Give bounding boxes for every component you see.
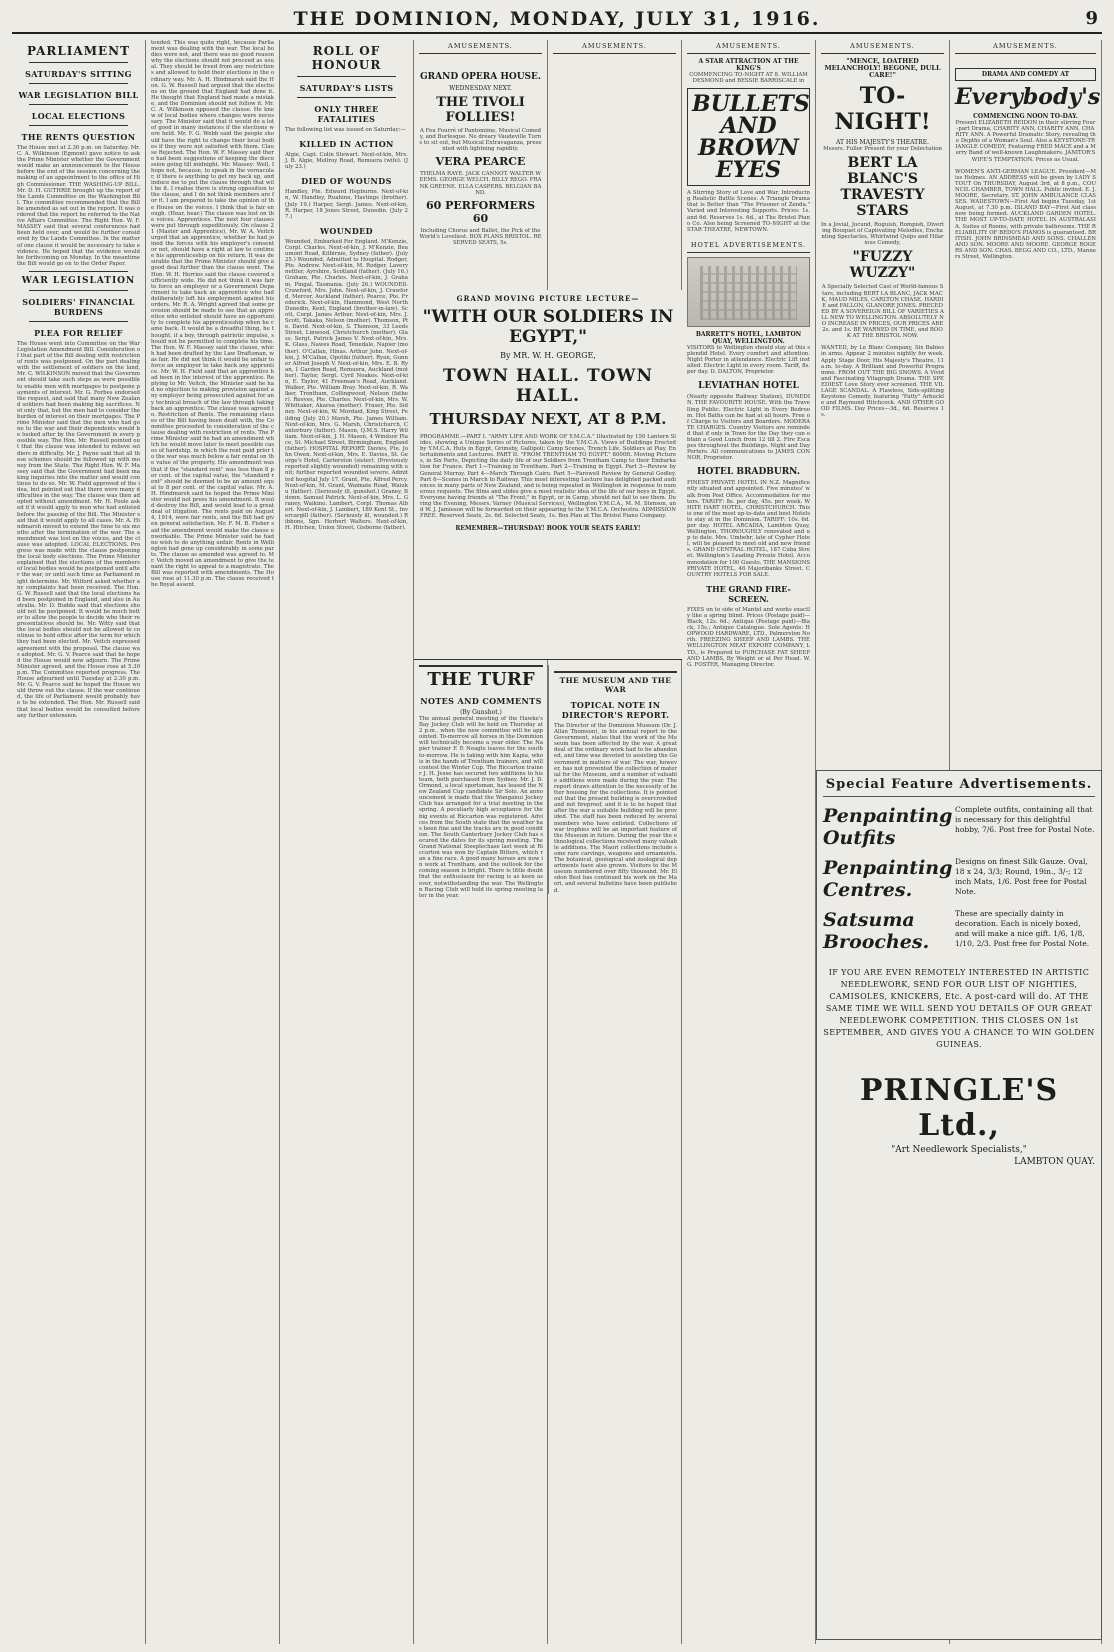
special-row bbox=[823, 857, 1095, 901]
roll-heading: ROLL OF HONOUR bbox=[311, 44, 382, 72]
special-row-desc: Designs on finest Silk Gauze. Oval, 18 x 24, 3/3; Round, 19in., 3/-; 12 inch Mats, 1/6. Post free for Postal Note. bbox=[955, 857, 1088, 896]
museum-column bbox=[548, 665, 682, 894]
lecture-when: THURSDAY NEXT, AT 8 P.M. bbox=[429, 410, 667, 428]
fire-screen: THE GRAND FIRE-SCREEN. bbox=[706, 583, 791, 604]
opera-show: THE TIVOLI FOLLIES! bbox=[436, 95, 525, 125]
his-majesty-tonight: TO-NIGHT! bbox=[834, 83, 931, 135]
roll-sub-killed: KILLED IN ACTION bbox=[299, 139, 394, 150]
parliament-sub-war-bill: WAR LEGISLATION BILL bbox=[18, 90, 139, 100]
page-number: 9 bbox=[1085, 8, 1098, 29]
everybodys-sub: COMMENCING NOON TO-DAY. bbox=[973, 113, 1078, 120]
bert-la-blanc: BERT LA BLANC'S TRAVESTY STARS bbox=[840, 155, 925, 220]
parliament-body-2: The House went into Committee on the War Legislation Amendment Bill. Consideration of that part of the Bill dealing with restriction of rents was postponed. On the part dealing with the settlement of soldiers on the land, Mr. C. WILKINSON moved that the Government should take such steps as were possible to enable men with mortgages to postpone payments of interest. Mr. G. Forbes endorsed the request, and said that many New Zealand soldiers had been making big sacrifices. Not only that, but the men had to consider the burden of interest on their mortgages. The Prime Minister said that the men who had gone to the war and their dependents would be looked after by the Government in every possible way. The Hon. Mr. Russell pointed out that the clause was intended to relieve soldiers in difficulty. Mr. J. Payne said that all these schemes should be followed up with money from the State. The Right Hon. W. F. Massey said that the Government had been making inquiries into the matter and would continue to do so. Mr. W. Field approved of the idea, but pointed out that there were many difficulties in the way. The clause was then adopted without amendment. Mr. H. Poole asked if it would apply to men who had enlisted before the passing of the Bill. The Minister said that it would apply to all cases. Mr. A. Hindmarsh moved to extend the time to six months after the termination of the war. The amendment was lost on the voices, and the clause was adopted. LOCAL ELECTIONS. Progress was made with the clause postponing the local body elections. The Prime Minister explained that the elections of the members of local bodies would be postponed until after the war, or until such time as Parliament might determine. Mr. Wilford asked whether any complaints had been received. The Hon. G. W. Russell said that the local elections had been postponed in England, and also in Australia. Mr. D. Buddo said that elections should not be postponed. It would be much better to allow the people to decide who their representatives should be. Mr. Witty said that the local bodies should not be allowed to continue to hold office after the term for which they had been elected. Mr. Veitch expressed agreement with the proposal. The clause was adopted. Mr. G. V. Pearce said that he hoped the House would now adjourn. The Prime Minister agreed, and the House rose at 5.30 p.m. The Committee reported progress. The House adjourned until Tuesday at 2.30 p.m. Mr. G. V. Pearce said he hoped the House would throw out the clause. If the war continued, the life of Parliament would probably have to be extended. The Hon. Mr. Russell said that local bodies would be consulted before any further extension. bbox=[17, 340, 140, 719]
bullets-brown-eyes-ad bbox=[687, 88, 810, 186]
special-row-desc: Complete outfits, containing all that is necessary for this delightful hobby, 7/6. Post free for Postal Note. bbox=[955, 805, 1095, 834]
lecture-title: "WITH OUR SOLDIERS IN EGYPT," bbox=[422, 307, 674, 347]
parliament-sub-soldiers-burdens: SOLDIERS' FINANCIAL BURDENS bbox=[22, 296, 135, 317]
roll-sub-lists: SATURDAY'S LISTS bbox=[299, 83, 394, 93]
parliament-sub-rents: THE RENTS QUESTION bbox=[21, 132, 136, 142]
lecture-by: By MR. W. H. GEORGE, bbox=[500, 351, 596, 360]
special-row-desc: These are specially dainty in decoration. Each is nicely boxed, and will make a nice gift. 1/6, 1/8, 1/10, 2/3. Post free for Postal Note. bbox=[955, 909, 1090, 948]
masthead-title: THE DOMINION, MONDAY, JULY 31, 1916. bbox=[293, 8, 821, 30]
bradburn-hotel: HOTEL BRADBURN. bbox=[697, 467, 800, 478]
turf-column bbox=[414, 665, 548, 899]
lecture-where: TOWN HALL. TOWN HALL. bbox=[442, 366, 654, 406]
turf-sub: NOTES AND COMMENTS bbox=[420, 696, 542, 706]
parliament-sub-war-legislation: WAR LEGISLATION bbox=[21, 275, 136, 286]
roll-sub-wounded: WOUNDED bbox=[319, 225, 373, 236]
roll-sub-fatalities: ONLY THREE FATALITIES bbox=[314, 104, 379, 124]
roll-wounded-list: Wounded, Embarked For England. M'Kenzie, Corpl. Charles. Next-of-kin, J. M'Kenzie, Beaumont Road, Kilbirnie, Sydney (father). (July 25.) Wounded, Admitted to Hospital. Rodger, Pte. Andrew. Next-of-kin, M. Rodger, Laverynettler, Ayrshire, Scotland (father). (July 16.) Graham, Pte. Charles. Next-of-kin, J. Graham, Pingal, Tasmania. (July 26.) WOUNDED. Crawford, Mrs. John. Next-of-kin, J. Crawford, Mercer, Auckland (father). Pearce, Pte. Frederick. Next-of-kin, Hammond, West North Dunedin, Kent, England (brother-in-law). Scott, Corpl. James Arthur. Next-of-kin, Mrs. J. Scott, Takaka, Nelson (mother). Thomson, Pte. David. Next-of-kin, S. Thomson, 33 Leeds Street, Linwood, Christchurch (mother). Glass, Sergt. Patrick James V. Next-of-kin, Mrs. K. Glass, Nawes Road, Tenedale, Napier (mother). O'Callan, Hinas. Arthur John. Next-of-kin, J. M'Callan, Opotiki (father). Ryan, Gunner Alfred Joseph V. Next-of-kin, Mrs. E. B. Ryan, 1 Garden Road, Remuera, Auckland (mother). Taylor, Sergt. Cyril Noakes. Next-of-kin, E. Taylor, 41 Freeman's Road, Auckland. Walker, Pte. William Bray. Next-of-kin, R. Walker, Trentham, Collingwood, Nelson (father). Reeves, Pte. Charles. Next-of-kin, Mrs. W. Whittaker, Akaroa (mother). Fraser, Pte. Sidney. Next-of-kin, W. Mordaid, King Street, Feilding (July 20.) Marsh, Pte. James William. Next-of-kin, Mrs. G. Marsh, Christchurch, Canterbury (father). Mason, Q.M.S. Harry William. Next-of-kin, J. H. Mason, 4 Windsor Place, St. Michael Street, Birmingham, England (father). HOSPITAL REPORT. Davies, Pte. John Owen. Next-of-kin, Mrs. E. Davies, St. George's Hotel, Carterston (sister). (Previously reported slightly wounded) remaining with unit; further reported wounded severe. Admitted hospital July 17. Grant, Pte. Alfred Percy. Next-of-kin, M. Grant, Waimate Road, Waiuku (father). (Seriously ill, gunshot.) Graney, Bdsmn. Samuel Patrick. Next-of-kin, Mrs. L. Graney, Waikino. Lambert, Corpl. Thomas Albert. Next-of-kin, J. Lambert, 189 Kent St., Invercargill (father). (Seriously ill, wounded.) Ribbons, Sgn. Herbert Walters. Next-of-kin, H. Hitchen, Union Street, Gisborne (father). bbox=[285, 238, 409, 532]
special-row bbox=[823, 909, 1095, 953]
kings-star-attraction: A STAR ATTRACTION AT THE KING'S bbox=[698, 58, 799, 72]
parliament-sub-plea: PLEA FOR RELIEF bbox=[34, 327, 123, 338]
lecture-line1: GRAND MOVING PICTURE LECTURE— bbox=[456, 294, 640, 303]
turf-heading: THE TURF bbox=[419, 665, 543, 690]
amusements-label-1: AMUSEMENTS. bbox=[419, 40, 542, 54]
special-feature-advertisements bbox=[816, 770, 1102, 1640]
lecture-footer: REMEMBER—THURSDAY! BOOK YOUR SEATS EARLY! bbox=[455, 525, 641, 533]
needlework-invite: IF YOU ARE EVEN REMOTELY INTERESTED IN ARTISTIC NEEDLEWORK, SEND FOR OUR LIST OF NIGHTIES, CAMISOLES, KNICKERS, Etc. A post-card will do. AT THE SAME TIME WE WILL SEND YOU DETAILS OF OUR GREAT NEEDLEWORK COMPETITION. THIS CLOSES ON 1st SEPTEMBER, AND GIVES YOU A CHANCE TO WIN GOLDEN GUINEAS. bbox=[823, 968, 1095, 1049]
column-parliament bbox=[12, 40, 146, 1644]
special-row-label: Satsuma Brooches. bbox=[823, 909, 930, 953]
amusements-label-3: AMUSEMENTS. bbox=[687, 40, 810, 54]
column-amusements-left: AMUSEMENTS. GRAND OPERA HOUSE. WEDNESDAY NEXT. THE TIVOLI FOLLIES! A Feu Fourré of Pantomime, Musical Comedy, and Burlesque. No dreary Vaudeville Turns to sit out, but Musical Extravaganza, presented with lightning rapidity. VERA PEARCE THELMA RAYE. JACK CANNOT. WALTER WEEMS. GEORGE WELCH. BILLY REGO. FRANK GREENE. ELLA CASPERS. BELGIAN BAND. 60 PERFORMERS 60 Including Chorus and Ballet, the Pick of the World's Loveliest. BOX PLANS BRISTOL. RESERVED SEATS, 5s. bbox=[414, 40, 548, 1644]
pringles-location: LAMBTON QUAY. bbox=[1014, 1157, 1095, 1167]
column-roll-of-honour: ROLL OF HONOUR SATURDAY'S LISTS ONLY THREE FATALITIES The following list was issued on Saturday:— KILLED IN ACTION Algie, Capt. Colin Stewart. Next-of-kin, Mrs. J. B. Algie, Mellroy Road, Remuera (wife). (July 23.) DIED OF WOUNDS Handley, Pte. Edward Hepburne. Next-of-kin, W. Handley, Ruahine, Hastings (brother). (July 19.) Harper, Sergt. James. Next-of-kin, R. Harper, 18 Jones Street, Dunedin. (July 27.) WOUNDED Wounded, Embarked For England. M'Kenzie, Corpl. Charles. Next-of-kin, J. M'Kenzie, Beaumont Road, Kilbirnie, Sydney (father). (July 25.) Wounded, Admitted to Hospital. Rodger, Pte. Andrew. Next-of-kin, M. Rodger, Laverynettler, Ayrshire, Scotland (father). (July 16.) Graham, Pte. Charles. Next-of-kin, J. Graham, Pingal, Tasmania. (July 26.) WOUNDED. Crawford, Mrs. John. Next-of-kin, J. Crawford, Mercer, Auckland (father). Pearce, Pte. Frederick. Next-of-kin, Hammond, West North Dunedin, Kent, England (brother-in-law). Scott, Corpl. James Arthur. Next-of-kin, Mrs. J. Scott, Takaka, Nelson (mother). Thomson, Pte. David. Next-of-kin, S. Thomson, 33 Leeds Street, Linwood, Christchurch (mother). Glass, Sergt. Patrick James V. Next-of-kin, Mrs. K. Glass, Nawes Road, Tenedale, Napier (mother). O'Callan, Hinas. Arthur John. Next-of-kin, J. M'Callan, Opotiki (father). Ryan, Gunner Alfred Joseph V. Next-of-kin, Mrs. E. B. Ryan, 1 Garden Road, Remuera, Auckland (mother). Taylor, Sergt. Cyril Noakes. Next-of-kin, E. Taylor, 41 Freeman's Road, Auckland. Walker, Pte. William Bray. Next-of-kin, R. Walker, Trentham, Collingwood, Nelson (father). Reeves, Pte. Charles. Next-of-kin, Mrs. W. Whittaker, Akaroa (mother). Fraser, Pte. Sidney. Next-of-kin, W. Mordaid, King Street, Feilding (July 20.) Marsh, Pte. James William. Next-of-kin, Mrs. G. Marsh, Christchurch, Canterbury (father). Mason, Q.M.S. Harry William. Next-of-kin, J. H. Mason, 4 Windsor Place, St. Michael Street, Birmingham, England (father). HOSPITAL REPORT. Davies, Pte. John Owen. Next-of-kin, Mrs. E. Davies, St. George's Hotel, Carterston (sister). (Previously reported slightly wounded) remaining with unit; further reported wounded severe. Admitted hospital July 17. Grant, Pte. Alfred Percy. Next-of-kin, M. Grant, Waimate Road, Waiuku (father). (Seriously ill, gunshot.) Graney, Bdsmn. Samuel Patrick. Next-of-kin, Mrs. L. Graney, Waikino. Lambert, Corpl. Thomas Albert. Next-of-kin, J. Lambert, 189 Kent St., Invercargill (father). (Seriously ill, wounded.) Ribbons, Sgn. Herbert Walters. Next-of-kin, H. Hitchen, Union Street, Gisborne (father). bbox=[280, 40, 414, 1644]
parliament-sub-local-elections: LOCAL ELECTIONS bbox=[31, 111, 126, 121]
special-title: Special Feature Advertisements. bbox=[823, 777, 1095, 797]
roll-sub-died: DIED OF WOUNDS bbox=[301, 176, 392, 187]
parliament-sub-saturday: SATURDAY'S SITTING bbox=[25, 69, 132, 79]
museum-sub: TOPICAL NOTE IN DIRECTOR'S REPORT. bbox=[561, 700, 670, 720]
opera-performers: 60 PERFORMERS 60 bbox=[425, 198, 536, 225]
opera-star: VERA PEARCE bbox=[435, 155, 526, 169]
amusements-label-4: AMUSEMENTS. bbox=[821, 40, 944, 54]
fuzzy-wuzzy: "FUZZY WUZZY" bbox=[849, 249, 916, 282]
column-everybodys: AMUSEMENTS. DRAMA AND COMEDY AT Everybody's COMMENCING NOON TO-DAY. Present ELIZABETH REIDON in their stirring Four-part Drama, CHARITY ANN, CHARITY ANN, CHARITY ANN. A Powerful Dramatic Story, revealing the Depths of a Woman's Soul. Also a KEYSTONE-TRIANGLE COMEDY, Featuring FRED MACE and a Merry Band of well-known Laughmakers. JANITOR'S WIFE'S TEMPTATION. Prices as Usual. WOMEN'S ANTI-GERMAN LEAGUE. President—Miss Holmes. AN ADDRESS will be given by LADY STOUT On THURSDAY, August 3rd, at 8 p.m., COUNCIL CHAMBER, TOWN HALL. Public invited. E. J. MOORE, Secretary. ST. JOHN AMBULANCE CLASSES. WADESTOWN—First Aid begins Tuesday, 1st August, at 7.30 p.m. ISLAND BAY—First Aid class now being formed. AUCKLAND GARDEN HOTEL. THE MOST UP-TO-DATE HOTEL IN AUSTRALASIA. Suites of Rooms, with private bathrooms. THE RELIABILITY OF BEDO'S PIANOS is guaranteed. BRITISH. JOHN BRINSMEAD AND SONS. CHALLEN AND SON. MOORE AND MOORE. GEORGE ROGERS AND SON. CHAS. BEGG AND CO., LTD., Manners Street, Wellington. bbox=[950, 40, 1102, 1644]
turf-body: The annual general meeting of the Hawke's Bay Jockey Club will be held on Thursday at 2 p.m., when the new committee will be appointed. To-morrow all horses in the Dominion will technically become a year older. The Napier trainer F. P. Neagle leaves for the south to-morrow. He is taking with him Kapia, who is in the hands of Trentham trainers, and will contest the Winter Cup. The Riccarton trainer J. H. Jesse has secured two additions to his team, both purchased from Sydney. Mr. J. D. Ormond, a local sportsman, has leased the New Zealand Cup candidate Sir Solo. An announcement is made that the Wanganui Jockey Club has arranged for a trial meeting in the spring. A peculiarly high acceptance for the big events at Riccarton was registered. Advices from the South state that the weather has been fine and the tracks are in good condition. The South Canterbury Jockey Club has secured the dates for its spring meeting. The Grand National Steeplechase last week at Riccarton was won by Captain Bitters, which ran a fine race. A good many horses are now in work at Trentham, and the outlook for the coming season is bright. There is little doubt that the enthusiasm for racing is as keen as ever, notwithstanding the war. The Wellington Racing Club will hold its spring meeting later in the year. bbox=[419, 716, 543, 899]
leviathan-hotel: LEVIATHAN HOTEL bbox=[698, 381, 799, 392]
pringles-specialists: "Art Needlework Specialists," bbox=[891, 1145, 1027, 1155]
parliament-heading: PARLIAMENT bbox=[26, 44, 131, 58]
turf-byline: (By Gunshot.) bbox=[460, 709, 502, 716]
hotel-illustration bbox=[687, 257, 810, 327]
pringles-ad bbox=[823, 1073, 1095, 1167]
roll-intro: The following list was issued on Saturday:— bbox=[285, 127, 406, 133]
hotel-ads-label: HOTEL ADVERTISEMENTS. bbox=[687, 239, 810, 253]
parliament-body-3: tended. This was quite right, because Parliament was dealing with the war. The local bodies were not, and there was no good reason why the elections should not proceed as usual. They should be freed from any restrictions and allowed to hold their elections in the ordinary way. Mr. A. H. Hindmarsh said the Hon. G. W. Russell had argued that the elections on the ground that England had done it. He thought that England had made a mistake, and the Dominion should not follow it. Mr. C. A. Wilkinson opposed the clause. He knew of local bodies where changes were necessary. The Minister said that it would do a lot of good in many instances if the elections were held. Mr. F. G. Webb said the people should have the right to change their local bodies if they were not satisfied with them. Clause Rejected. The Hon. W. F. Massey said there had been suggestions of keeping the discussion going till midnight. Mr. Massey: Well, I hope not, because, to speak in the vernacular, if there is anything to get my back up, and induce me to put the clause through that will be it. I realise there is strong opposition to the clause, and I do not think members are for it. I am prepared to take the opinion of the House on the voices. I think that is fair enough. (Hear, hear.) The clause was lost on the voices. Apprentices. The next four clauses were put through expeditiously. On clause 21 (Master and Apprentice), Mr. W. A. Veitch urged that an apprentice, whether he had joined the forces with his employer's consent or not, should have a right at law to continue his apprenticeship on his return. It was desirable that the Prime Minister should give a good deal further than the clause went. The Hon. W. H. Herries said the clause covered sufficiently wide. He did not think it was fair to force an employer or a Government Department to take back an apprentice who had deliberately left his employment against his orders. Mr. R. A. Wright agreed that some provision should be made to see that an apprentice who enlisted should have an opportunity to complete his apprenticeship when he came back. It would be a dreadful thing, he thought, if a boy, through patriotic impulse, should not be permitted to complete his time. The Hon. W. F. Massey said the clause, which had been drafted by the Law Draftsman, was fair. He did not think it would be unfair to force an employer to take back any apprentice. Mr. W. H. Field said that an apprentice had been in the interest of the apprentice. Replying to Mr. Veitch, the Minister said he had no objection to making provision against any employer being prosecuted against for any technical breach of the law through taking back an apprentice. The clause was agreed to. Restriction of Rents. The remaining clauses of the Bill having been dealt with, the Committee proceeded to consideration of the clause dealing with restriction of rents. The Prime Minister said he had an amendment which he would move later to meet possible cases of hardship, in which the rent paid prior to the war was much below a fair rental on the value of the property. His amendment was that if the "standard rent" was less than 8 per cent. of the capital value, the "standard rent" should be deemed to be an amount equal to 8 per cent. of the capital value. Mr. A. H. Hindmarsh said he hoped the Prime Minister would not press his amendment. It would destroy the Bill, and would lead to a great deal of litigation. The rents paid on August 4, 1914, were fair rents, and the Bill had given general satisfaction. Mr. F. M. B. Fisher said the amendment would make the clause unworkable. The Prime Minister said he had no wish to do anything unfair. Rents in Wellington had gone up considerably in some parts. The clause as amended was agreed to. Mr. Veitch moved an amendment to give the tenant the right to appeal to a magistrate. The Bill was reported with amendments. The House rose at 11.30 p.m. The clause received the Royal assent. bbox=[151, 40, 274, 589]
his-majesty-venue: AT HIS MAJESTY'S THEATRE. bbox=[836, 139, 929, 146]
museum-heading: THE MUSEUM AND THE WAR bbox=[554, 671, 677, 694]
amusements-label-2: AMUSEMENTS. bbox=[553, 40, 676, 54]
special-row-label: Penpainting Centres. bbox=[823, 857, 953, 901]
parliament-body-1: The House met at 2.30 p.m. on Saturday. Mr. C. A. Wilkinson (Egmont) gave notice to ask the Prime Minister whether the Government would make an announcement to the House before the end of the session concerning the making of an appointment to the office of High Commissioner. THE WASHING-UP BILL. Mr. D. H. GUTHRIE brought up the report of the Lands Committee on the Washington Bill. The committee recommended that the Bill be amended as set out in the report. It was ordered that the report be referred to the Native Affairs Committee. The Right Hon. W. F. MASSEY said that several conferences had been held over, and would be further considered by the Lands Committee. In the matter of one clause it would be necessary to take evidence. He hoped that the evidence would be forthcoming on Monday. In the meantime the Bill would go on to the Order Paper. bbox=[17, 145, 140, 267]
amusements-label-5: AMUSEMENTS. bbox=[955, 40, 1096, 54]
column-parliament-continued bbox=[146, 40, 280, 1644]
barretts-hotel: BARRETT'S HOTEL, LAMBTON QUAY, WELLINGTON. bbox=[695, 330, 802, 345]
opera-house: GRAND OPERA HOUSE. bbox=[419, 72, 542, 82]
opera-day: WEDNESDAY NEXT. bbox=[449, 85, 512, 92]
special-row bbox=[823, 805, 1095, 849]
bullets-title: BULLETS AND BROWN EYES bbox=[692, 91, 810, 184]
special-row-label: Penpainting Outfits bbox=[823, 805, 953, 849]
lecture-advertisement: GRAND MOVING PICTURE LECTURE— "WITH OUR SOLDIERS IN EGYPT," By MR. W. H. GEORGE, TOWN HALL. TOWN HALL. THURSDAY NEXT, AT 8 P.M. PROGRAMME.—PART I. "ARMY LIFE AND WORK OF Y.M.C.A." Illustrated by 150 Lantern Slides, showing a Unique Series of Pictures, taken by the Y.M.C.A. Views of Buildings Erected by Y.M.C.A. Huts in Egypt, Grimsby, Gallipoli; Camp Scenes, Trench Life, Soldiers at Play, Entertainments and Lectures. PART II. "FROM TRENTHAM TO EGYPT." 8000ft. Moving Pictures, in Six Parts, Depicting the daily life of our Soldiers from Trentham Camp to their Embarkation for France. Part 1—Training in Trentham. Part 2—Training in Egypt. Part 3—Review by General Murray. Part 4—March Through Cairo. Part 5—Farewell Review by General Godley. Part 6—Scenes in March to Railway. This most interesting Lecture has delighted packed audiences in many parts of New Zealand, and is being repeated in Wellington in response to numerous requests. The films and slides give a most realistic idea of the life of our boys in Egypt. Everyone having friends at "The Front," in Egypt, or in Camp, should not fail to see them. During the Evening, Messrs. Varney (Musical Services), Wellington Y.M.C.A., M. M. Stenson, and W. J. Jamieson will be forwarded on their appearing to the Y.M.C.A. Orchestra. ADMISSION FREE. Reserved Seats, 2s. 6d. Selected Seats, 1s. Box Plan at The Bristol Piano Company. REMEMBER—THURSDAY! BOOK YOUR SEATS EARLY! bbox=[414, 290, 682, 660]
pringles-name: PRINGLE'S Ltd., bbox=[859, 1073, 1059, 1143]
column-his-majesty: AMUSEMENTS. "MENCE, LOATHED MELANCHOLY! BEGONE, DULL CARE!" TO-NIGHT! AT HIS MAJESTY'S THEATRE. Messrs. Fuller Present for your Delectation BERT LA BLANC'S TRAVESTY STARS In a Jovial, Jocund, Roguish, Rompish, Diverting Bouquet of Captivating Melodies, Enchanting Spectacles, Whirlwind Quips and Hilarious Comedy, "FUZZY WUZZY" A Specially Selected Cast of World-famous Stars, including BERT LA BLANC, JACK MACK, MAUD MILES, CARLTON CHASE, HARDIE and FALLON, GLANORE JONES. PRECEDED BY A SOVEREIGN BILL OF VARIETIES ALL NEW TO WELLINGTON. ABSOLUTELY NO INCREASE IN PRICES, OUR PRICES ARE 2s. and 1s. BE WARNED IN TIME, and BOOK AT THE BRISTOL NOW. WANTED, by Le Blanc Company, Six Babies in arms. Appear 2 minutes nightly for week. Apply Stage Door, His Majesty's Theatre, 11 a.m. to-day. A Brilliant and Powerful Programme. FROM OUT THE BIG SNOWS. A Vivid and Fascinating Vitagraph Drama. THE SPEEDIEST Love Story ever screened. THE VILLAGE SCANDAL. A Flawless, Side-splitting Keystone Comedy, featuring "Fatty" Arbuckle and Raymond Hitchcock. AND OTHER GOOD FILMS. Day Prices—3d., 6d. Reserves 1s. bbox=[816, 40, 950, 1644]
masthead bbox=[12, 4, 1102, 34]
everybodys-heading: Everybody's bbox=[955, 84, 1101, 110]
everybodys-tag: DRAMA AND COMEDY AT bbox=[955, 68, 1096, 81]
museum-body: The Director of the Dominion Museum (Dr. J. Allan Thomson), in his annual report to the Government, states that the work of the Museum has been affected by the war. A great deal of the ordinary work had to be abandoned, and time was devoted to assisting the Government in matters of war. The war, however, has not prevented the collection of material for the Museum, and a number of valuable additions were made during the year. The report draws attention to the necessity of better housing for the collections. It is pointed out that the present building is overcrowded and not fireproof, and it is to be hoped that after the war a suitable building will be provided. The staff has been reduced by several members who have enlisted. Collections of war trophies will be an important feature of the Museum in future. During the year the ethnological collections received many valuable additions. The Maori collections include some rare carvings, weapons and ornaments. The botanical, geological and zoological departments have also grown. Visitors to the Museum numbered over fifty thousand. Mr. Elsdon Best has continued his work on the Maori, and several bulletins have been published. bbox=[554, 723, 677, 894]
his-majesty-tagline: "MENCE, LOATHED MELANCHOLY! BEGONE, DULL CARE!" bbox=[824, 57, 941, 79]
column-kings-hotels: AMUSEMENTS. A STAR ATTRACTION AT THE KING'S COMMENCING TO-NIGHT AT 8. WILLIAM DESMOND and BESSIE BARRISCALE in BULLETS AND BROWN EYES A Stirring Story of Love and War, Introducing Realistic Battle Scenes. A Triangle Drama that is Better than "The Prisoner of Zenda." Varied and Interesting Supports. Prices: 1s. and 6d. Reserves 1s. 6d., at The Bristol Piano Co. Also being Screened TO-NIGHT at the STAR THEATRE, NEWTOWN. HOTEL ADVERTISEMENTS. BARRETT'S HOTEL, LAMBTON QUAY, WELLINGTON. VISITORS to Wellington should stay at this splendid Hotel. Every comfort and attention. Night Porter in attendance. Electric Lift installed. Electric Light in every room. Tariff, 8s. per day. D. DALTON, Proprietor. LEVIATHAN HOTEL (Nearly opposite Railway Station), DUNEDIN. THE FAVOURITE HOUSE. With the Travelling Public. Electric Light in Every Bedroom. Hot Baths can be had at all hours. Free of Charge to Visitors and Boarders. MODERATE CHARGES. Country Visitors are reminded that if only in Town for the Day they can obtain a Good Lunch from 12 till 2. Fire Escapes throughout the Buildings. Night and Day Porters. All communications to JAMES CONNOR, Proprietor. HOTEL BRADBURN. FINEST PRIVATE HOTEL IN N.Z. Magnificently situated and appointed. Five minutes' walk from Post Office. Accommodation for motors. TARIFF: 8s. per day, 45s. per week. WHITE HART HOTEL, CHRISTCHURCH. This is one of the most up-to-date and best Hotels to stay at in the Dominion. TARIFF: 10s. 6d. per day. HOTEL ARCADIA, Lambton Quay, Wellington. THOROUGHLY renovated and up to date. Mrs. Umbehr, late of Cypher Hotel, will be pleased to meet old and new friends. GRAND CENTRAL HOTEL, 187 Cuba Street. Wellington's Leading Private Hotel. Accommodation for 100 Guests. THE MANSIONS PRIVATE HOTEL, 46 Majoribanks Street. COUNTRY HOTELS FOR SALE. THE GRAND FIRE-SCREEN. FIXES on to side of Mantel and works exactly like a spring blind. Prices (Postage paid)—Black, 12s. 6d.; Antique (Postage paid)—Black, 15s.; Antique Catalogue. Sole Agents: HOPWOOD HARDWARE, LTD., Palmerston North. FREEZING SHEEP AND LAMBS. THE WELLINGTON MEAT EXPORT COMPANY, LTD., is Prepared to PURCHASE FAT SHEEP AND LAMBS, By Weight or at Per Head. W. G. FOSTER, Managing Director. bbox=[682, 40, 816, 1644]
